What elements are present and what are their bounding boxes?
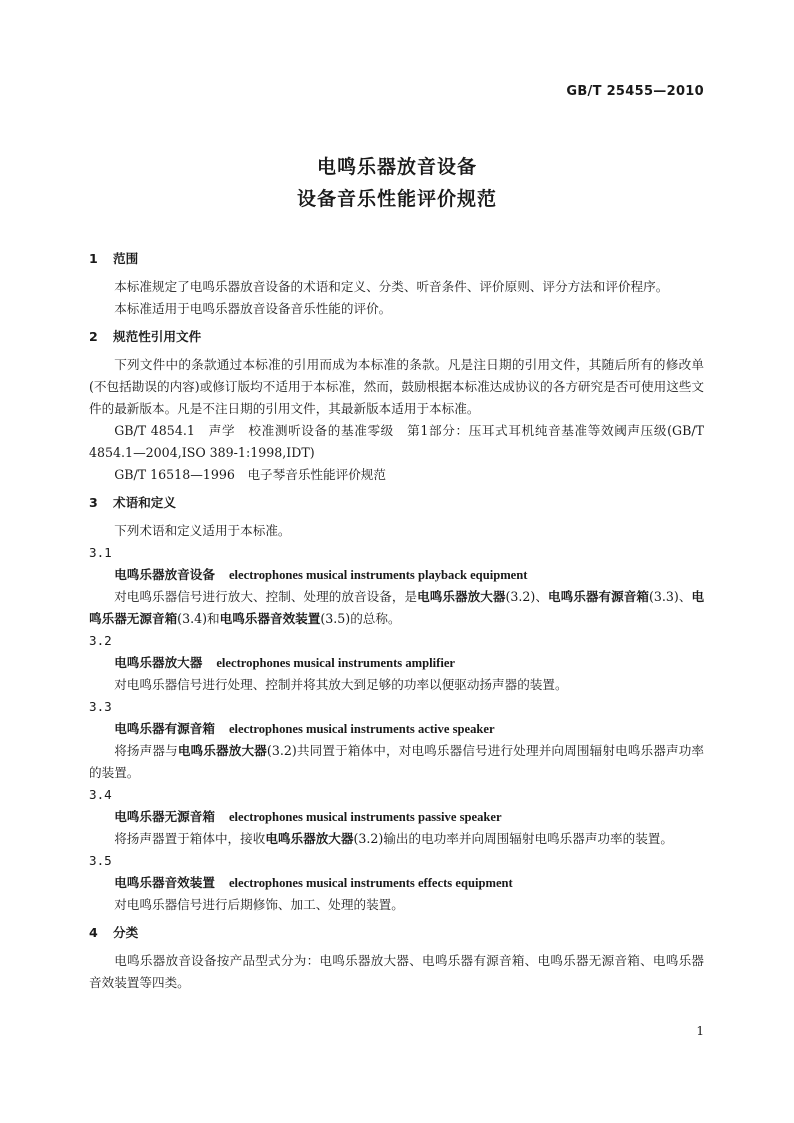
- reference-entry: GB/T 16518—1996 电子琴音乐性能评价规范: [114, 467, 386, 482]
- term-entry: [89, 652, 704, 674]
- term-reference: 电鸣乐器有源音箱: [547, 589, 649, 604]
- definition-text: (3.4)和: [177, 611, 220, 626]
- document-title-line2: 设备音乐性能评价规范: [296, 188, 497, 210]
- definition-text: 将扬声器置于箱体中，接收: [114, 831, 266, 846]
- term-chinese: 电鸣乐器放音设备: [114, 567, 215, 582]
- section-number: 4: [89, 925, 98, 940]
- term-definition: 对电鸣乐器信号进行处理、控制并将其放大到足够的功率以便驱动扬声器的装置。: [114, 677, 568, 692]
- reference-entry: GB/T 4854.1 声学 校准测听设备的基准零级 第1部分：压耳式耳机纯音基准等效阈声压级(GB/T 4854.1—2004,ISO 389-1:1998,IDT): [89, 423, 704, 460]
- clause-number: 3.2: [89, 633, 112, 648]
- section-title: 规范性引用文件: [113, 329, 202, 344]
- standard-code: GB/T 25455—2010: [566, 84, 704, 99]
- term-definition: [89, 828, 704, 850]
- section-number: 3: [89, 495, 98, 510]
- section-heading-scope: [89, 248, 704, 270]
- term-reference: 电鸣乐器音效装置: [219, 611, 321, 626]
- section-heading-terms: [89, 492, 704, 514]
- paragraph: 下列术语和定义适用于本标准。: [114, 523, 291, 538]
- term-chinese: 电鸣乐器有源音箱: [114, 721, 215, 736]
- term-entry: [89, 806, 704, 828]
- term-definition: [89, 586, 704, 630]
- section-title: 术语和定义: [113, 495, 176, 510]
- definition-text: 将扬声器与: [114, 743, 178, 758]
- definition-text: (3.2)输出的电功率并向周围辐射电鸣乐器声功率的装置。: [353, 831, 673, 846]
- definition-text: (3.2)共同置于箱体中，对电鸣乐器信号进行处理并向周围辐射电鸣乐器声功率的装置。: [89, 743, 705, 780]
- term-english: electrophones musical instruments amplifier: [216, 656, 456, 670]
- section-heading-normative-references: [89, 326, 704, 348]
- term-chinese: 电鸣乐器音效装置: [114, 875, 215, 890]
- paragraph: 电鸣乐器放音设备按产品型式分为：电鸣乐器放大器、电鸣乐器有源音箱、电鸣乐器无源音箱、电鸣乐器音效装置等四类。: [89, 953, 704, 990]
- clause-number: 3.3: [89, 699, 112, 714]
- term-chinese: 电鸣乐器放大器: [114, 655, 203, 670]
- document-title-line1: 电鸣乐器放音设备: [316, 156, 477, 178]
- definition-text: (3.3)、: [648, 589, 692, 604]
- section-heading-classification: [89, 922, 704, 944]
- paragraph: 本标准适用于电鸣乐器放音设备音乐性能的评价。: [114, 301, 392, 316]
- section-number: 2: [89, 329, 98, 344]
- section-title: 分类: [113, 925, 139, 940]
- term-reference: 电鸣乐器放大器: [177, 743, 267, 758]
- clause-number: 3.5: [89, 853, 112, 868]
- term-definition: 对电鸣乐器信号进行后期修饰、加工、处理的装置。: [114, 897, 404, 912]
- term-reference: 电鸣乐器放大器: [265, 831, 354, 846]
- document-body: [89, 248, 704, 994]
- term-english: electrophones musical instruments active speaker: [228, 722, 495, 736]
- section-title: 范围: [113, 251, 139, 266]
- definition-text: (3.2)、: [505, 589, 548, 604]
- term-definition: [89, 740, 704, 784]
- term-entry: [89, 718, 704, 740]
- term-entry: [89, 564, 704, 586]
- term-english: electrophones musical instruments effects equipment: [228, 876, 513, 890]
- term-english: electrophones musical instruments passive speaker: [228, 810, 502, 824]
- paragraph: 下列文件中的条款通过本标准的引用而成为本标准的条款。凡是注日期的引用文件，其随后所有的修改单(不包括勘误的内容)或修订版均不适用于本标准，然而，鼓励根据本标准达成协议的各方研究是否可使用这些文件的最新版本。凡是不注日期的引用文件，其最新版本适用于本标准。: [89, 357, 704, 416]
- definition-text: (3.5)的总称。: [320, 611, 401, 626]
- page-number: 1: [696, 1024, 704, 1038]
- clause-number: 3.1: [89, 545, 112, 560]
- paragraph: 本标准规定了电鸣乐器放音设备的术语和定义、分类、听音条件、评价原则、评分方法和评价程序。: [114, 279, 669, 294]
- term-reference: 电鸣乐器无源音箱: [89, 589, 705, 626]
- clause-number: 3.4: [89, 787, 112, 802]
- term-reference: 电鸣乐器放大器: [417, 589, 506, 604]
- section-number: 1: [89, 251, 98, 266]
- term-chinese: 电鸣乐器无源音箱: [114, 809, 215, 824]
- term-entry: [89, 872, 704, 894]
- term-english: electrophones musical instruments playback equipment: [228, 568, 528, 582]
- definition-text: 对电鸣乐器信号进行放大、控制、处理的放音设备，是: [114, 589, 418, 604]
